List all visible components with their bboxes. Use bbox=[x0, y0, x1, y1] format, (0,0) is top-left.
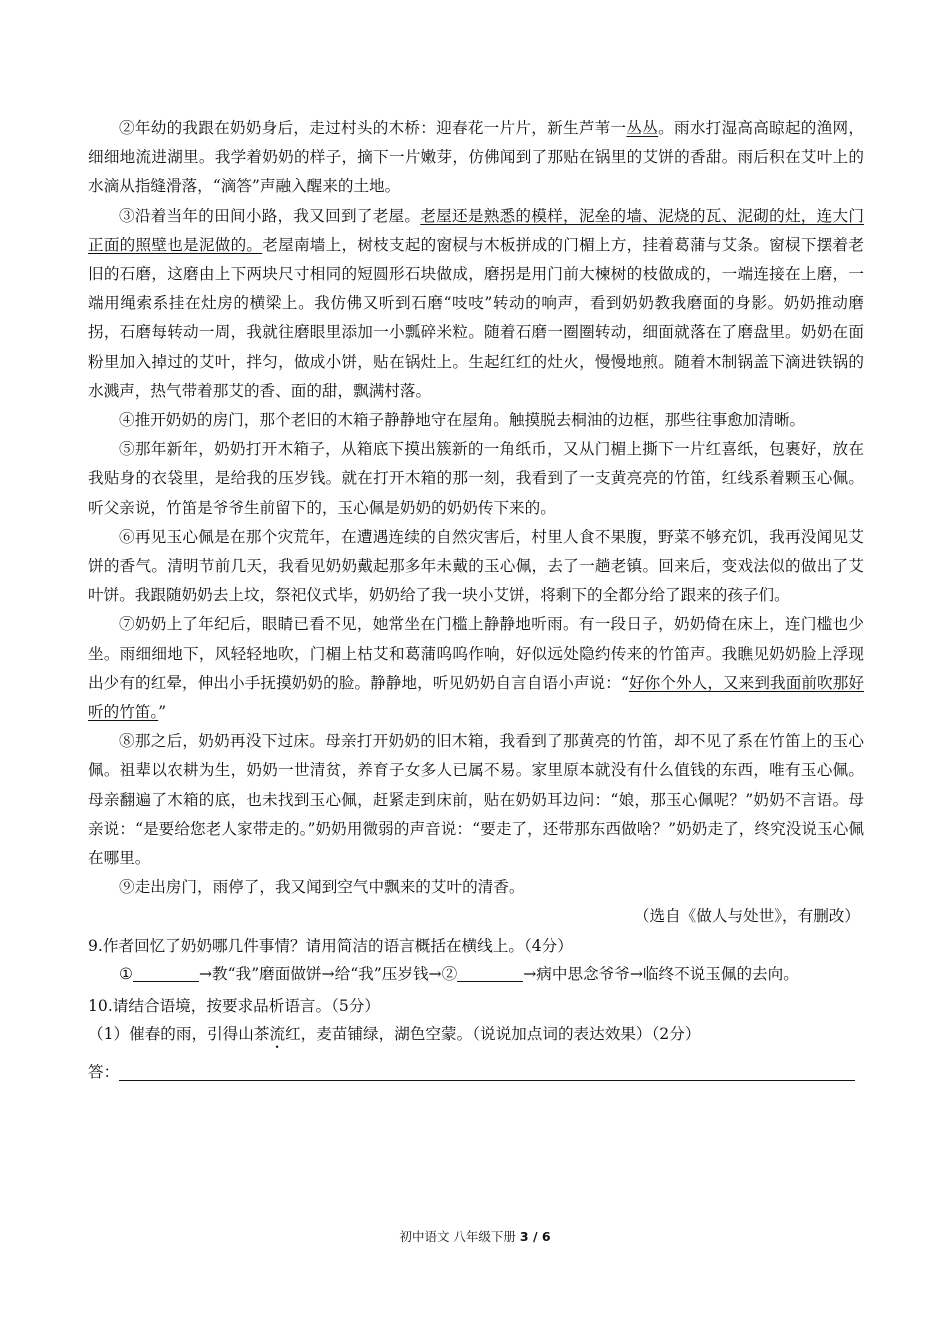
answer-row: 答： bbox=[88, 1058, 864, 1086]
text-run: ③沿着当年的田间小路，我又回到了老屋。 bbox=[119, 206, 421, 225]
paragraph-p6 bbox=[88, 523, 864, 611]
question-9-prompt: 9.作者回忆了奶奶哪几件事情？请用简洁的语言概括在横线上。（4分） bbox=[88, 936, 573, 955]
text-run: ⑧那之后，奶奶再没下过床。母亲打开奶奶的旧木箱，我看到了那黄亮的竹笛，却不见了系在竹笛上的玉心佩。祖辈以农耕为生，奶奶一世清贫，养育子女多人已属不易。家里原本就没有什么值钱的东西，唯有玉心佩。母亲翻遍了木箱的底，也未找到玉心佩，赶紧走到床前，贴在奶奶耳边问：“娘，那玉心佩呢？”奶奶不言语。母亲说：“是要给您老人家带走的。”奶奶用微弱的声音说：“要走了，还带那东西做啥？”奶奶走了，终究没说玉心佩在哪里。 bbox=[88, 732, 864, 868]
paragraph-p7 bbox=[88, 610, 864, 727]
page-footer: 初中语文 八年级下册 3 / 6 bbox=[399, 1229, 551, 1244]
answer-blank-1[interactable] bbox=[133, 966, 199, 982]
paragraph-p5 bbox=[88, 435, 864, 523]
paragraph-p3 bbox=[88, 202, 864, 406]
passage bbox=[88, 114, 864, 902]
text-run: 老屋南墙上，树枝支起的窗棂与木板拼成的门楣上方，挂着葛蒲与艾条。窗棂下摆着老旧的石磨，这磨由上下两块尺寸相同的短圆形石块做成，磨拐是用门前大楝树的枝做成的，一端连接在上磨，一端用绳索系挂在灶房的横梁上。我仿佛又听到石磨“吱吱”转动的响声，看到奶奶教我磨面的身影。奶奶推动磨拐，石磨每转动一周，我就往磨眼里添加一小瓢碎米粒。随着石磨一圈圈转动，细面就落在了磨盘里。奶奶在面粉里加入掉过的艾叶，拌匀，做成小饼，贴在锅灶上。生起红红的灶火，慢慢地煎。随着木制锅盖下滴进铁锅的水溅声，热气带着那艾的香、面的甜，飘满村落。 bbox=[88, 235, 864, 400]
text-run: ⑦奶奶上了年纪后，眼睛已看不见，她常坐在门槛上静静地听雨。有一段日子，奶奶倚在床上，连门槛也少坐。雨细细地下，风轻轻地吹，门楣上枯艾和葛蒲呜呜作响，好似远处隐约传来的竹笛声。我瞧见奶奶脸上浮现出少有的红晕，伸出小手抚摸奶奶的脸。静静地，听见奶奶自言自语小声说：“ bbox=[88, 615, 864, 692]
paragraph-p9 bbox=[88, 873, 864, 902]
text-run: ⑥再见玉心佩是在那个灾荒年，在遭遇连续的自然灾害后，村里人食不果腹，野菜不够充饥，我再没闻见艾饼的香气。清明节前几天，我看见奶奶戴起那多年未戴的玉心佩，去了一趟老镇。回来后，变戏法似的做出了艾叶饼。我跟随奶奶去上坟，祭祀仪式毕，奶奶给了我一块小艾饼，将剩下的全都分给了跟来的孩子们。 bbox=[88, 527, 864, 605]
document-body bbox=[88, 114, 864, 1086]
text-run: 。雨水打湿高高晾起的渔网，细细地流进湖里。我学着奶奶的样子，摘下一片嫩芽，仿佛闻到了那贴在锅里的艾饼的香甜。雨后积在艾叶上的水滴从指缝滑落，“滴答”声融入醒来的土地。 bbox=[88, 119, 864, 196]
underlined-text: 老屋还是熟悉的模样，泥垒的墙、泥烧的瓦、泥砌的灶，连大门正面的照壁也是泥做的。 bbox=[88, 206, 864, 254]
text-run: ④推开奶奶的房门，那个老旧的木箱子静静地守在屋角。触摸脱去桐油的边框，那些往事愈加清晰。 bbox=[119, 411, 806, 430]
question-10-sub-1: （1）催春的雨，引得山茶流红，麦苗铺绿，湖色空蒙。（说说加点词的表达效果）（2分） bbox=[88, 1024, 701, 1043]
text-run: ②年幼的我跟在奶奶身后，走过村头的木桥：迎春花一片片，新生芦苇一 bbox=[119, 119, 627, 137]
paragraph-p2 bbox=[88, 114, 864, 202]
page-number: 3 / 6 bbox=[519, 1229, 551, 1244]
underlined-text: 好你个外人，又来到我面前吹那好听的竹笛。 bbox=[88, 673, 864, 722]
underlined-text: 丛丛 bbox=[626, 119, 659, 137]
answer-blank-2[interactable] bbox=[457, 966, 523, 982]
source-citation: （选自《做人与处世》，有删改） bbox=[633, 907, 860, 926]
answer-line[interactable] bbox=[119, 1062, 855, 1081]
question-10-prompt: 10.请结合语境，按要求品析语言。（5分） bbox=[88, 996, 381, 1015]
emphasized-word: 流 bbox=[269, 1024, 286, 1043]
paragraph-p4 bbox=[88, 406, 864, 435]
question-9-sequence: ① →教“我”磨面做饼→给“我”压岁钱→② →病中思念爷爷→临终不说玉佩的去向。 bbox=[119, 964, 799, 983]
text-run: ” bbox=[158, 703, 167, 722]
paragraph-p8 bbox=[88, 727, 864, 873]
text-run: ⑤那年新年，奶奶打开木箱子，从箱底下摸出簇新的一角纸币，又从门楣上撕下一片红喜纸，包裹好，放在我贴身的衣袋里，是给我的压岁钱。就在打开木箱的那一刻，我看到了一支黄亮亮的竹笛，红线系着颗玉心佩。听父亲说，竹笛是爷爷生前留下的，玉心佩是奶奶的奶奶传下来的。 bbox=[88, 440, 864, 517]
text-run: ⑨走出房门，雨停了，我又闻到空气中飘来的艾叶的清香。 bbox=[119, 878, 525, 897]
